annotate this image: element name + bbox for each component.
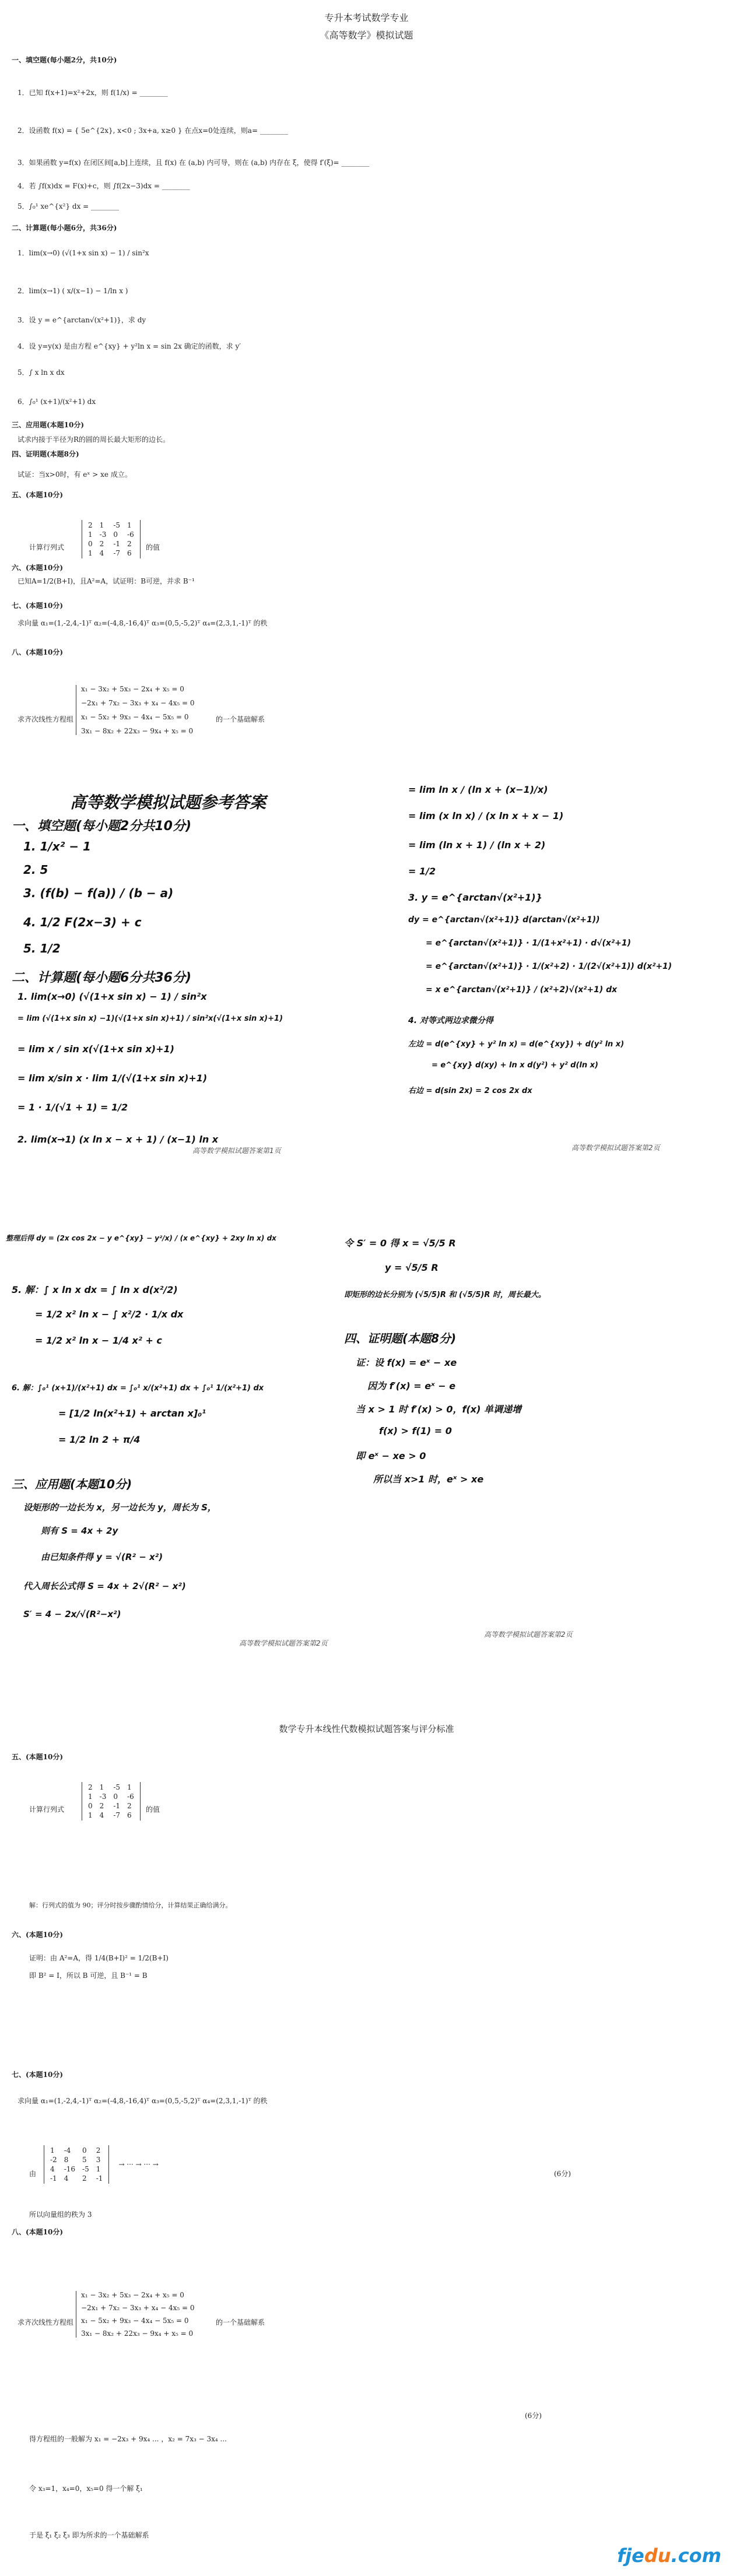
answer-pf6: 所以当 x>1 时，eˣ > xe bbox=[373, 1474, 484, 1485]
answer-s1b: = lim (√(1+x sin x) −1)(√(1+x sin x)+1) / sin²x(√(1+x sin x)+1) bbox=[17, 1014, 283, 1023]
answer-ap8: 即矩形的边长分别为 (√5/5)R 和 (√5/5)R 时，周长最大。 bbox=[344, 1291, 546, 1299]
exam-q7: 求向量 α₁=(1,-2,4,-1)ᵀ α₂=(-4,8,-16,4)ᵀ α₃=(0,5,-5,2)ᵀ α₄=(2,3,1,-1)ᵀ 的秩 bbox=[17, 619, 268, 627]
det-cell: 6 bbox=[127, 549, 132, 557]
linear-sol5: 解：行列式的值为 90；评分时按步骤酌情给分，计算结果正确给满分。 bbox=[29, 1902, 232, 1909]
exam-section-6: 六、(本题10分) bbox=[12, 564, 64, 572]
exam-c6: 6．∫₀¹ (x+1)/(x²+1) dx bbox=[17, 398, 96, 406]
rank-cell: -1 bbox=[96, 2174, 103, 2183]
linear-section-8: 八、(本题10分) bbox=[12, 2228, 64, 2236]
answer-s2a: 2. lim(x→1) (x ln x − x + 1) / (x−1) ln x bbox=[17, 1134, 219, 1145]
exam-det-matrix bbox=[82, 519, 141, 558]
watermark-part1: fje bbox=[617, 2545, 644, 2567]
exam-section-7: 七、(本题10分) bbox=[12, 602, 64, 610]
rank-matrix bbox=[44, 2145, 109, 2184]
det-cell: -6 bbox=[127, 1793, 134, 1801]
watermark-part3: .com bbox=[671, 2545, 721, 2567]
answer-footer-2: 高等数学模拟试题答案第2页 bbox=[571, 1144, 660, 1152]
det-cell: 1 bbox=[127, 521, 132, 529]
det-cell: 4 bbox=[99, 1811, 104, 1819]
det-cell: 0 bbox=[113, 1793, 118, 1801]
answer-s3c: = e^{arctan√(x²+1)} · 1/(1+x²+1) · d√(x²+1) bbox=[426, 939, 631, 948]
rank-cell: 2 bbox=[82, 2174, 87, 2183]
watermark-part2: du bbox=[644, 2545, 671, 2567]
answer-s2b: = lim ln x / (ln x + (x−1)/x) bbox=[408, 784, 548, 795]
exam-app-text: 试求内接于半径为R的圆的周长最大矩形的边长。 bbox=[17, 435, 170, 444]
answer-a3: 3. (f(b) − f(a)) / (b − a) bbox=[23, 886, 174, 900]
det-cell: 1 bbox=[88, 530, 93, 539]
exam-sys-suffix: 的一个基础解系 bbox=[216, 715, 265, 723]
linear-sys-suffix: 的一个基础解系 bbox=[216, 2318, 265, 2327]
rank-cell: 3 bbox=[96, 2156, 101, 2164]
linear-sol8c: 于是 ξ₁ ξ₂ ξ₃ 即为所求的一个基础解系 bbox=[29, 2531, 149, 2539]
answer-ap1: 设矩形的一边长为 x，另一边长为 y，周长为 S， bbox=[23, 1502, 216, 1513]
answer-section-proof: 四、证明题(本题8分) bbox=[344, 1331, 457, 1345]
linear-mat-label: 由 bbox=[29, 2170, 37, 2178]
linear-q7: 求向量 α₁=(1,-2,4,-1)ᵀ α₂=(-4,8,-16,4)ᵀ α₃=(0,5,-5,2)ᵀ α₄=(2,3,1,-1)ᵀ 的秩 bbox=[17, 2097, 268, 2105]
linear-section-6: 六、(本题10分) bbox=[12, 1931, 64, 1939]
exam-section-app: 三、应用题(本题10分) bbox=[12, 421, 85, 429]
exam-c2: 2．lim(x→1) ( x/(x−1) − 1/ln x ) bbox=[17, 287, 128, 295]
rank-cell: -1 bbox=[50, 2174, 57, 2183]
det-cell: 2 bbox=[88, 521, 93, 529]
answer-s3a: 3. y = e^{arctan√(x²+1)} bbox=[408, 892, 542, 903]
rank-cell: 4 bbox=[64, 2174, 69, 2183]
answer-footer-1: 高等数学模拟试题答案第1页 bbox=[192, 1147, 281, 1155]
answer-footer-4: 高等数学模拟试题答案第2页 bbox=[484, 1630, 573, 1639]
exam-section-proof: 四、证明题(本题8分) bbox=[12, 450, 79, 458]
exam-sys-row: x₁ − 3x₂ + 5x₃ − 2x₄ + x₅ = 0 bbox=[81, 685, 184, 693]
answer-a5: 5. 1/2 bbox=[23, 941, 61, 955]
det-cell: -1 bbox=[113, 1802, 121, 1810]
det-cell: 1 bbox=[99, 1783, 104, 1791]
exam-det-label: 计算行列式 bbox=[29, 543, 65, 551]
answer-section-fill: 一、填空题(每小题2分共10分) bbox=[12, 819, 192, 834]
det-cell: -7 bbox=[113, 1811, 121, 1819]
answer-a1: 1. 1/x² − 1 bbox=[23, 839, 91, 853]
linear-sol8b: 令 x₃=1，x₄=0，x₅=0 得一个解 ξ₁ bbox=[29, 2484, 143, 2493]
answer-ap3: 由已知条件得 y = √(R² − x²) bbox=[41, 1552, 163, 1562]
answer-s4b: 左边 = d(e^{xy} + y² ln x) = d(e^{xy}) + d(y² ln x) bbox=[408, 1040, 625, 1049]
answer-ap6: 令 S′ = 0 得 x = √5/5 R bbox=[344, 1238, 456, 1249]
det-cell: 2 bbox=[127, 1802, 132, 1810]
answer-ap7: y = √5/5 R bbox=[385, 1262, 439, 1273]
det-cell: 2 bbox=[99, 540, 104, 548]
linear-rank-matrices bbox=[44, 2145, 159, 2184]
answer-ap5: S′ = 4 − 2x/√(R²−x²) bbox=[23, 1609, 121, 1619]
answer-ap4: 代入周长公式得 S = 4x + 2√(R² − x²) bbox=[23, 1581, 186, 1591]
exam-q5: 5．∫₀¹ xe^{x²} dx = ________ bbox=[17, 202, 120, 210]
answer-s4e: 整理后得 dy = (2x cos 2x − y e^{xy} − y²/x) / (x e^{xy} + 2xy ln x) dx bbox=[6, 1234, 276, 1242]
det-cell: -3 bbox=[99, 1793, 107, 1801]
exam-section-8: 八、(本题10分) bbox=[12, 648, 64, 656]
answer-s1a: 1. lim(x→0) (√(1+x sin x) − 1) / sin²x bbox=[17, 991, 207, 1002]
rank-cell: 0 bbox=[82, 2146, 87, 2155]
answer-section-app: 三、应用题(本题10分) bbox=[12, 1477, 132, 1491]
det-cell: 1 bbox=[99, 521, 104, 529]
linear-det-suffix: 的值 bbox=[146, 1805, 160, 1814]
linear-sol6b: 即 B² = I，所以 B 可逆，且 B⁻¹ = B bbox=[29, 1971, 148, 1980]
linear-sol7: 所以向量组的秩为 3 bbox=[29, 2210, 92, 2219]
exam-q1: 1．已知 f(x+1)=x²+2x，则 f(1/x) = ________ bbox=[17, 89, 168, 97]
answer-s3b: dy = e^{arctan√(x²+1)} d(arctan√(x²+1)) bbox=[408, 915, 600, 925]
det-cell: 0 bbox=[88, 540, 93, 548]
answer-s3e: = x e^{arctan√(x²+1)} / (x²+2)√(x²+1) dx bbox=[426, 985, 618, 994]
exam-sys-label: 求齐次线性方程组 bbox=[17, 715, 74, 723]
rank-cell: -4 bbox=[64, 2146, 71, 2155]
answer-pf4: f(x) > f(1) = 0 bbox=[379, 1425, 452, 1436]
answer-section-calc: 二、计算题(每小题6分共36分) bbox=[12, 971, 192, 985]
exam-sys-row: x₁ − 5x₂ + 9x₃ − 4x₄ − 5x₅ = 0 bbox=[81, 713, 189, 721]
rank-cell: 8 bbox=[64, 2156, 69, 2164]
answer-pf3: 当 x > 1 时 f′(x) > 0，f(x) 单调递增 bbox=[356, 1404, 521, 1415]
exam-c4: 4．设 y=y(x) 是由方程 e^{xy} + y²ln x = sin 2x 确定的函数，求 y′ bbox=[17, 342, 241, 350]
rank-cell: -5 bbox=[82, 2165, 89, 2173]
answer-pf2: 因为 f′(x) = eˣ − e bbox=[367, 1380, 456, 1391]
linear-title: 数学专升本线性代数模拟试题答案与评分标准 bbox=[279, 1724, 454, 1734]
answer-s4c: = e^{xy} d(xy) + ln x d(y²) + y² d(ln x) bbox=[432, 1061, 598, 1070]
answer-s6a: 6. 解：∫₀¹ (x+1)/(x²+1) dx = ∫₀¹ x/(x²+1) dx + ∫₀¹ 1/(x²+1) dx bbox=[12, 1384, 264, 1393]
answer-heading: 高等数学模拟试题参考答案 bbox=[70, 793, 266, 812]
det-cell: -1 bbox=[113, 540, 121, 548]
exam-proof-text: 试证：当x>0时，有 eˣ > xe 成立。 bbox=[17, 470, 132, 479]
det-cell: 0 bbox=[88, 1802, 93, 1810]
rank-cell: 1 bbox=[50, 2146, 55, 2155]
answer-a4: 4. 1/2 F(2x−3) + c bbox=[23, 915, 142, 929]
site-watermark-logo bbox=[617, 2545, 721, 2567]
rank-cell: 4 bbox=[50, 2165, 55, 2173]
rank-cell: -2 bbox=[50, 2156, 57, 2164]
answer-s5a: 5. 解：∫ x ln x dx = ∫ ln x d(x²/2) bbox=[12, 1284, 178, 1295]
linear-det-label: 计算行列式 bbox=[29, 1805, 65, 1814]
linear-sys-label: 求齐次线性方程组 bbox=[17, 2318, 74, 2327]
linear-sys-row: 3x₁ − 8x₂ + 22x₃ − 9x₄ + x₅ = 0 bbox=[81, 2329, 194, 2338]
det-cell: 0 bbox=[113, 530, 118, 539]
linear-score-6: (6分) bbox=[554, 2170, 571, 2178]
answer-s3d: = e^{arctan√(x²+1)} · 1/(x²+2) · 1/(2√(x²+1)) d(x²+1) bbox=[426, 962, 672, 971]
answer-s2e: = 1/2 bbox=[408, 866, 436, 877]
answer-pf5: 即 eˣ − xe > 0 bbox=[356, 1450, 426, 1461]
det-cell: 1 bbox=[88, 1811, 93, 1819]
reduction-arrow-icon: → ··· → ··· → bbox=[118, 2160, 159, 2169]
answer-s6c: = 1/2 ln 2 + π/4 bbox=[58, 1434, 141, 1445]
answer-s1c: = lim x / sin x(√(1+x sin x)+1) bbox=[17, 1043, 174, 1055]
exam-title-line2: 《高等数学》模拟试题 bbox=[320, 30, 413, 41]
det-cell: 2 bbox=[99, 1802, 104, 1810]
rank-cell: 2 bbox=[96, 2146, 101, 2155]
det-cell: 2 bbox=[127, 540, 132, 548]
linear-score-6b: (6分) bbox=[525, 2412, 542, 2420]
answer-s5c: = 1/2 x² ln x − 1/4 x² + c bbox=[35, 1335, 162, 1346]
linear-section-7: 七、(本题10分) bbox=[12, 2071, 64, 2079]
exam-c5: 5．∫ x ln x dx bbox=[17, 368, 65, 377]
det-cell: -5 bbox=[113, 521, 121, 529]
answer-s4a: 4. 对等式两边求微分得 bbox=[408, 1016, 493, 1025]
answer-s4d: 右边 = d(sin 2x) = 2 cos 2x dx bbox=[408, 1087, 532, 1095]
det-cell: 1 bbox=[88, 549, 93, 557]
exam-section-5: 五、(本题10分) bbox=[12, 491, 64, 499]
exam-c1: 1．lim(x→0) (√(1+x sin x) − 1) / sin²x bbox=[17, 249, 149, 257]
det-cell: -7 bbox=[113, 549, 121, 557]
det-cell: 4 bbox=[99, 549, 104, 557]
det-cell: 1 bbox=[88, 1793, 93, 1801]
linear-sol8a: 得方程组的一般解为 x₁ = −2x₃ + 9x₄ ... ，x₂ = 7x₃ − 3x₄ ... bbox=[29, 2435, 227, 2443]
exam-q6: 已知A=1/2(B+I)，且A²=A，试证明：B可逆，并求 B⁻¹ bbox=[17, 577, 195, 585]
answer-s2d: = lim (ln x + 1) / (ln x + 2) bbox=[408, 839, 546, 851]
exam-section-calc: 二、计算题(每小题6分，共36分) bbox=[12, 224, 117, 232]
det-cell: 1 bbox=[127, 1783, 132, 1791]
exam-section-fill: 一、填空题(每小题2分，共10分) bbox=[12, 56, 117, 64]
answer-footer-3: 高等数学模拟试题答案第2页 bbox=[239, 1639, 328, 1647]
linear-det-matrix bbox=[82, 1781, 141, 1821]
exam-q2: 2．设函数 f(x) = { 5e^{2x}, x<0 ; 3x+a, x≥0 } 在点x=0处连续，则a= ________ bbox=[17, 126, 288, 135]
det-cell: 6 bbox=[127, 1811, 132, 1819]
answer-a2: 2. 5 bbox=[23, 863, 48, 877]
answer-s5b: = 1/2 x² ln x − ∫ x²/2 · 1/x dx bbox=[35, 1309, 184, 1320]
exam-sys-row: 3x₁ − 8x₂ + 22x₃ − 9x₄ + x₅ = 0 bbox=[81, 727, 194, 735]
exam-sys-row: −2x₁ + 7x₂ − 3x₃ + x₄ − 4x₅ = 0 bbox=[81, 699, 195, 707]
exam-sys-block bbox=[76, 685, 195, 735]
det-cell: -3 bbox=[99, 530, 107, 539]
det-cell: 2 bbox=[88, 1783, 93, 1791]
linear-sol6a: 证明：由 A²=A，得 1/4(B+I)² = 1/2(B+I) bbox=[29, 1954, 169, 1962]
answer-s2c: = lim (x ln x) / (x ln x + x − 1) bbox=[408, 810, 564, 821]
exam-q4: 4．若 ∫f(x)dx = F(x)+c，则 ∫f(2x−3)dx = ________ bbox=[17, 182, 190, 190]
answer-s6b: = [1/2 ln(x²+1) + arctan x]₀¹ bbox=[58, 1408, 206, 1419]
rank-cell: 1 bbox=[96, 2165, 101, 2173]
exam-c3: 3．设 y = e^{arctan√(x²+1)}，求 dy bbox=[17, 316, 146, 324]
exam-det-suffix: 的值 bbox=[146, 543, 160, 551]
linear-sys-block bbox=[76, 2291, 195, 2338]
exam-q3: 3．如果函数 y=f(x) 在闭区间[a,b]上连续，且 f(x) 在 (a,b) 内可导，则在 (a,b) 内存在 ξ，使得 f′(ξ)= ________ bbox=[17, 159, 370, 167]
rank-cell: 5 bbox=[82, 2156, 87, 2164]
answer-ap2: 则有 S = 4x + 2y bbox=[41, 1526, 118, 1536]
linear-section-5: 五、(本题10分) bbox=[12, 1753, 64, 1761]
linear-sys-row: −2x₁ + 7x₂ − 3x₃ + x₄ − 4x₅ = 0 bbox=[81, 2304, 195, 2312]
exam-title-line1: 专升本考试数学专业 bbox=[324, 12, 409, 23]
answer-pf1: 证：设 f(x) = eˣ − xe bbox=[356, 1357, 457, 1368]
det-cell: -5 bbox=[113, 1783, 121, 1791]
linear-sys-row: x₁ − 5x₂ + 9x₃ − 4x₄ − 5x₅ = 0 bbox=[81, 2317, 189, 2325]
linear-sys-row: x₁ − 3x₂ + 5x₃ − 2x₄ + x₅ = 0 bbox=[81, 2291, 184, 2299]
det-cell: -6 bbox=[127, 530, 134, 539]
answer-s1d: = lim x/sin x · lim 1/(√(1+x sin x)+1) bbox=[17, 1073, 208, 1084]
answer-s1e: = 1 · 1/(√1 + 1) = 1/2 bbox=[17, 1102, 128, 1113]
rank-cell: -16 bbox=[64, 2165, 76, 2173]
